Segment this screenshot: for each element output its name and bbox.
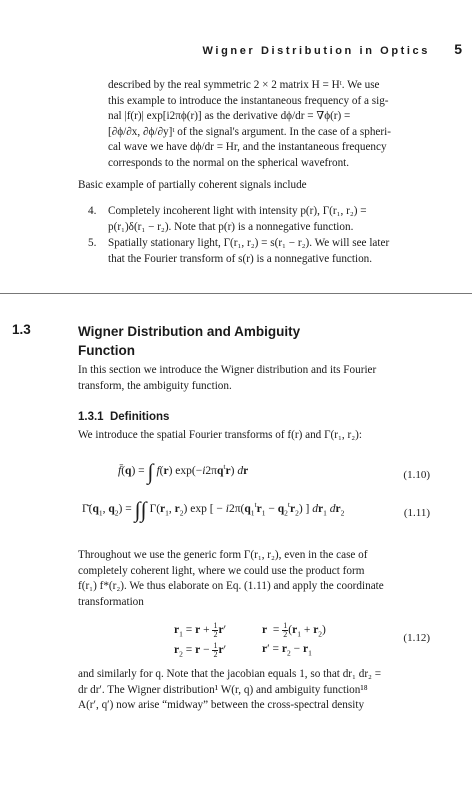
subsection-title: Definitions [109, 411, 170, 423]
list-item-line: Completely incoherent light with intensity p(r), Γ(r₁, r₂) = [108, 205, 367, 217]
throughout-line-3: f(r₁) f*(r₂). We thus elaborate on Eq. (1.11) and apply the coordinate [78, 580, 384, 593]
section-divider [0, 293, 472, 294]
section-title-line-2: Function [78, 343, 135, 358]
equation-1-12-row-2: $r_2 = r$ − $\frac{1}{2}$ r′ [174, 641, 227, 659]
basic-example-text: Basic example of partially coherent signals include [78, 179, 307, 191]
equation-number: (1.10) [403, 469, 430, 481]
list-item-line: that the Fourier transform of s(r) is a nonnegative function. [108, 252, 373, 265]
final-line-3: A(r′, q′) now arise “midway” between the cross-spectral density [78, 699, 365, 712]
section-number: 1.3 [12, 322, 31, 337]
intro-line-5: cal wave we have dϕ/dr = Hr, and the instantaneous frequency [108, 141, 387, 154]
throughout-line-2: completely coherent light, where we could use the product form [78, 564, 365, 577]
section-title [78, 322, 378, 360]
list-item-line: Spatially stationary light, Γ(r₁, r₂) = s(r₁ − r₂). We will see later [108, 237, 390, 249]
section-title-line-1: Wigner Distribution and Ambiguity [78, 324, 301, 339]
final-paragraph [78, 667, 430, 714]
intro-line-2: this example to introduce the instantaneous frequency of a sig- [108, 94, 389, 107]
intro-line-3: nal |f(r)| exp[i2πϕ(r)] as the derivative dϕ/dr = ∇ϕ(r) = [108, 110, 351, 123]
equation-1-12-row-1: $r_1 = r$ + $\frac{1}{2}$ r′ [174, 621, 227, 639]
equation-1-12-row-3: r = $\frac{1}{2}$ $(r_1 + r_2)$ [262, 621, 326, 639]
throughout-line-1: Throughout we use the generic form Γ(r₁, r₂), even in the case of [78, 549, 368, 561]
equation-1-12-row-4: $r' = r_2 - r_1$ [262, 643, 312, 658]
list-item-4 [88, 204, 430, 235]
section-intro [78, 363, 430, 394]
equation-number: (1.12) [403, 632, 430, 644]
throughout-paragraph [78, 548, 430, 610]
list-number: 5. [88, 237, 97, 249]
section-intro-line-1: In this section we introduce the Wigner distribution and its Fourier [78, 364, 377, 376]
subsection-heading [78, 410, 169, 426]
intro-paragraph [108, 78, 430, 172]
equation-number: (1.11) [403, 507, 430, 519]
list-number: 4. [88, 205, 97, 217]
equation-1-10: f̄(q) = ∫ f(r) $\exp(-i2\pi q^tr)$ dr [118, 459, 249, 484]
running-title: Wigner Distribution in Optics [202, 45, 430, 57]
subsection-number: 1.3.1 [78, 411, 104, 423]
intro-line-6: corresponds to the normal on the spherical wavefront. [108, 156, 350, 169]
equation-1-11: $\Gammā(q_1$, $q_2$) = ∫∫ $\Gamma(r_1$, $r_2$) exp [ − $i2\pi(q_1^tr_1 - q_2^tr_2)$ ] $dr_1$ $dr_2$ [82, 497, 345, 522]
final-line-1: and similarly for q. Note that the jacobian equals 1, so that dr₁ dr₂ = [78, 668, 382, 680]
final-line-2: dr dr′. The Wigner distribution¹ W(r, q) and ambiguity function¹⁸ [78, 683, 368, 696]
section-intro-line-2: transform, the ambiguity function. [78, 379, 232, 392]
intro-line-1: described by the real symmetric 2 × 2 matrix H = Hᵗ. We use [108, 79, 380, 91]
list-item-line: p(r₁)δ(r₁ − r₂). Note that p(r) is a nonnegative function. [108, 220, 354, 233]
intro-line-4: [∂ϕ/∂x, ∂ϕ/∂y]ᵗ of the signal's argument. In the case of a spheri- [108, 125, 391, 138]
definitions-intro: We introduce the spatial Fourier transforms of f(r) and Γ(r₁, r₂): [78, 429, 362, 441]
list-item-5 [88, 236, 430, 267]
throughout-line-4: transformation [78, 595, 144, 608]
page-number: 5 [454, 41, 462, 57]
